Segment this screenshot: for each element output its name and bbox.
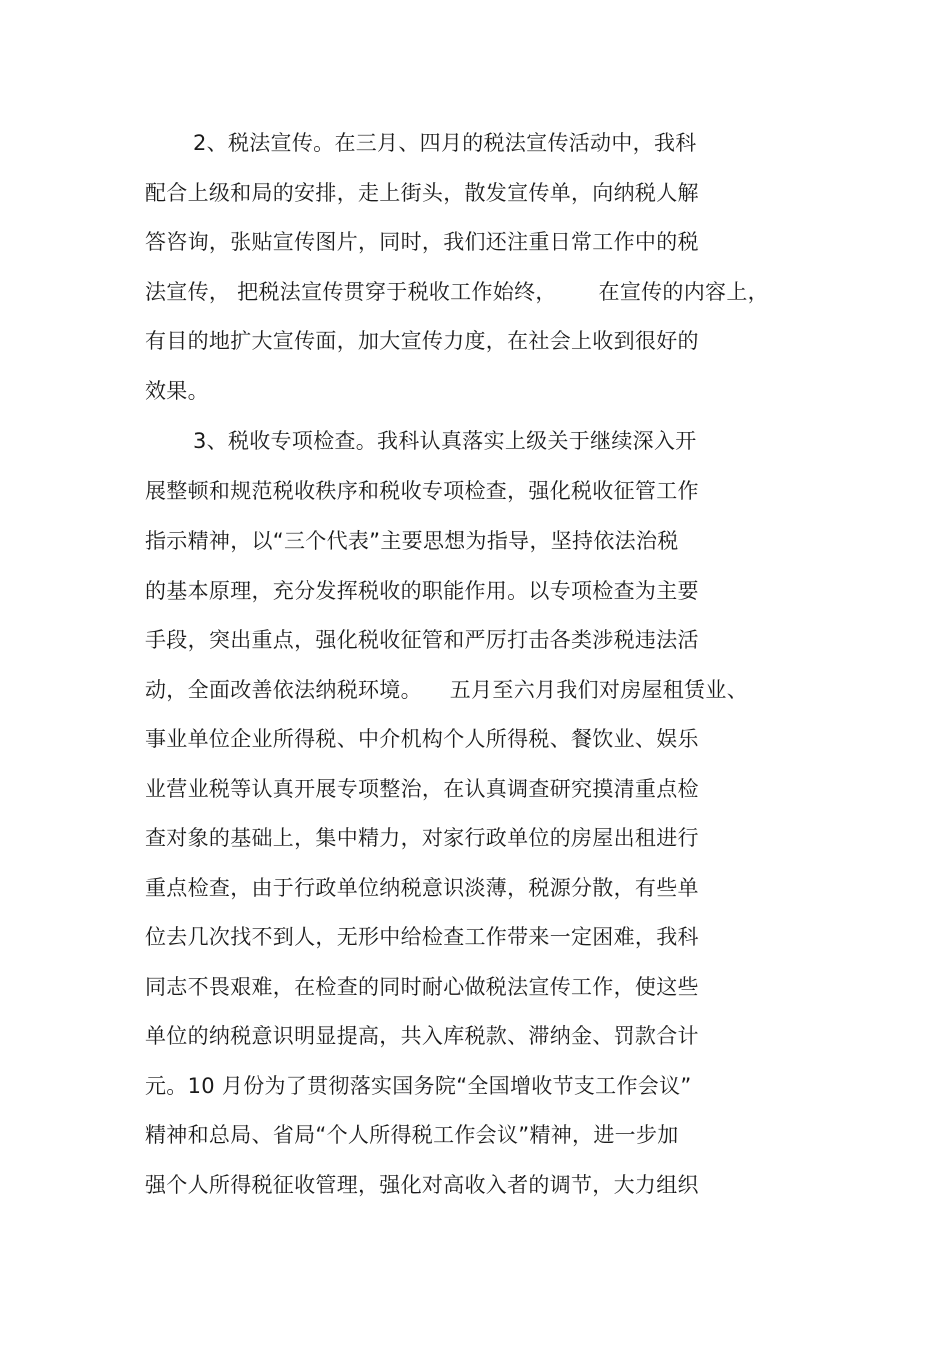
- text-line: 的基本原理，充分发挥税收的职能作用。以专项检查为主要: [145, 579, 699, 603]
- text-line: 法宣传， 把税法宣传贯穿于税收工作始终， 在宣传的内容上，: [145, 280, 769, 304]
- text-line: 重点检查，由于行政单位纳税意识淡薄，税源分散，有些单: [145, 876, 699, 900]
- text-line: 展整顿和规范税收秩序和税收专项检查，强化税收征管工作: [145, 479, 699, 503]
- text-line: 配合上级和局的安排，走上街头，散发宣传单，向纳税人解: [145, 181, 699, 205]
- text-line: 位去几次找不到人，无形中给检查工作带来一定困难，我科: [145, 925, 699, 949]
- text-line: 动，全面改善依法纳税环境。 五月至六月我们对房屋租赁业、: [145, 678, 748, 702]
- text-line: 指示精神，以“三个代表”主要思想为指导，坚持依法治税: [145, 529, 679, 553]
- text-line: 单位的纳税意识明显提高，共入库税款、滞纳金、罚款合计: [145, 1024, 699, 1048]
- text-line: 元。10 月份为了贯彻落实国务院“全国增收节支工作会议”: [145, 1074, 692, 1098]
- text-line: 2、税法宣传。在三月、四月的税法宣传活动中，我科: [193, 131, 697, 155]
- text-line: 业营业税等认真开展专项整治，在认真调查研究摸清重点检: [145, 777, 699, 801]
- text-line: 强个人所得税征收管理，强化对高收入者的调节，大力组织: [145, 1173, 699, 1197]
- text-line: 有目的地扩大宣传面，加大宣传力度，在社会上收到很好的: [145, 329, 699, 353]
- text-line: 效果。: [145, 379, 209, 403]
- text-line: 查对象的基础上，集中精力，对家行政单位的房屋出租进行: [145, 826, 699, 850]
- text-line: 3、税收专项检查。我科认真落实上级关于继续深入开: [193, 429, 697, 453]
- text-line: 手段，突出重点，强化税收征管和严厉打击各类涉税违法活: [145, 628, 699, 652]
- text-line: 同志不畏艰难，在检查的同时耐心做税法宣传工作，使这些: [145, 975, 699, 999]
- text-line: 事业单位企业所得税、中介机构个人所得税、餐饮业、娱乐: [145, 727, 699, 751]
- text-line: 答咨询，张贴宣传图片，同时，我们还注重日常工作中的税: [145, 230, 699, 254]
- text-line: 精神和总局、省局“个人所得税工作会议”精神，进一步加: [145, 1123, 679, 1147]
